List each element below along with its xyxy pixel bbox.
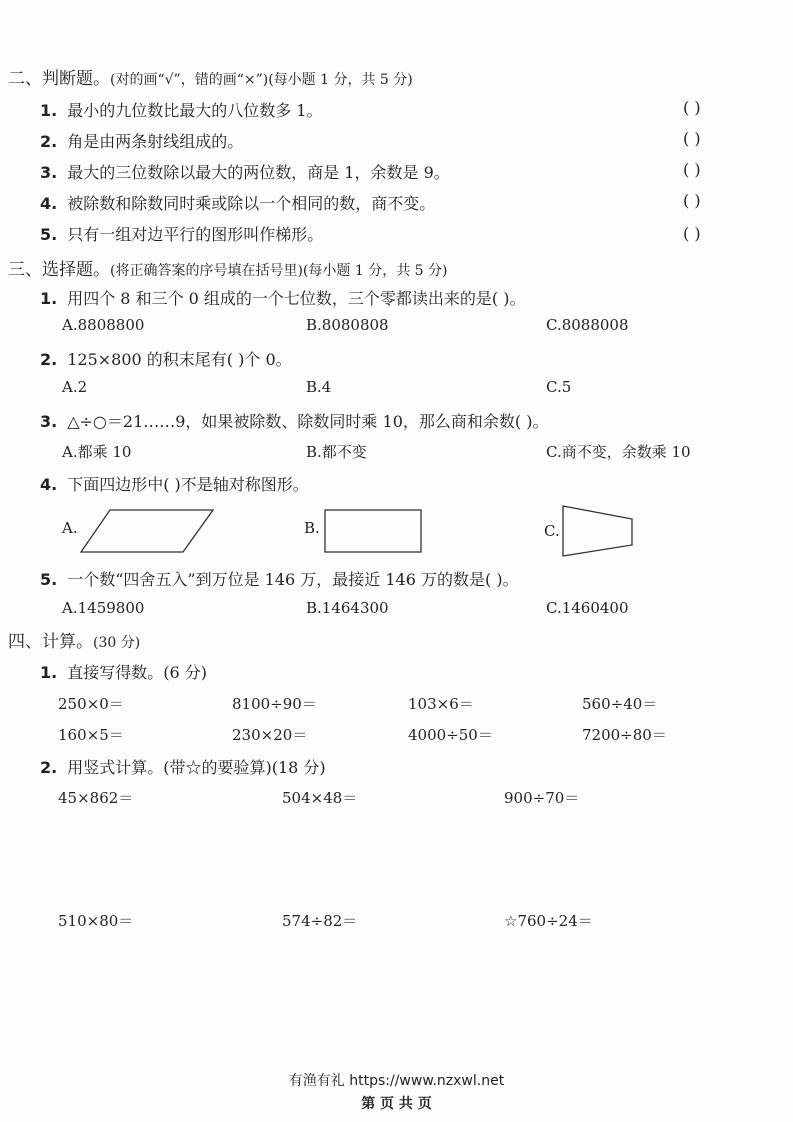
- item-text: 最小的九位数比最大的八位数多 1。: [67, 101, 323, 120]
- item-number: 4.: [40, 475, 58, 494]
- oral-calc-item: 8100÷90＝: [232, 695, 317, 713]
- watermark-text: 有渔有礼 https://www.nzxwl.net: [288, 1073, 505, 1089]
- item-text: 角是由两条射线组成的。: [67, 132, 244, 151]
- vertical-calc-item: ☆760÷24＝: [504, 912, 593, 930]
- rectangle-shape: [324, 509, 422, 553]
- item-text: 直接写得数。(6 分): [67, 663, 207, 682]
- option-c[interactable]: C.8088008: [546, 316, 629, 334]
- answer-blank-4[interactable]: ( ): [683, 191, 701, 210]
- section4-header: [8, 627, 140, 652]
- calc-part-2-title: [40, 755, 326, 778]
- item-number: 1.: [40, 663, 58, 682]
- choice-item-4: [40, 472, 309, 495]
- option-a[interactable]: A.都乘 10: [62, 443, 132, 461]
- choice-item-3: [40, 409, 548, 432]
- oral-calc-item: 230×20＝: [232, 726, 308, 744]
- item-number: 3.: [40, 163, 58, 182]
- item-number: 4.: [40, 194, 58, 213]
- oral-calc-item: 560÷40＝: [582, 695, 658, 713]
- answer-blank-3[interactable]: ( ): [683, 160, 701, 179]
- trapezoid-shape: [562, 505, 634, 557]
- vertical-calc-item: 510×80＝: [58, 912, 134, 930]
- calc-part-1-title: [40, 660, 207, 683]
- option-b[interactable]: B.都不变: [306, 443, 367, 461]
- choice-item-2: [40, 347, 292, 370]
- item-number: 2.: [40, 350, 58, 369]
- section2-header: [8, 64, 413, 89]
- item-number: 5.: [40, 570, 58, 589]
- item-number: 2.: [40, 758, 58, 777]
- answer-blank-1[interactable]: ( ): [683, 98, 701, 117]
- item-number: 5.: [40, 225, 58, 244]
- oral-calc-item: 4000÷50＝: [408, 726, 493, 744]
- item-number: 3.: [40, 412, 58, 431]
- judge-item-5: [40, 222, 323, 245]
- item-text: 一个数“四舍五入”到万位是 146 万，最接近 146 万的数是( )。: [67, 570, 519, 589]
- option-a[interactable]: A.1459800: [62, 599, 145, 617]
- item-text: △÷○＝21……9，如果被除数、除数同时乘 10，那么商和余数( )。: [67, 412, 549, 431]
- oral-calc-item: 103×6＝: [408, 695, 474, 713]
- option-b[interactable]: B.8080808: [306, 316, 389, 334]
- oral-calc-item: 160×5＝: [58, 726, 124, 744]
- option-b[interactable]: B.4: [306, 378, 332, 396]
- choice-item-5: [40, 567, 519, 590]
- answer-blank-5[interactable]: ( ): [683, 224, 701, 243]
- option-a[interactable]: A.8808800: [62, 316, 145, 334]
- option-c[interactable]: C.1460400: [546, 599, 629, 617]
- vertical-calc-item: 574÷82＝: [282, 912, 358, 930]
- oral-calc-item: 7200÷80＝: [582, 726, 667, 744]
- section2-heading: 二、判断题。: [8, 69, 110, 89]
- page-number: 第 页 共 页: [361, 1096, 432, 1112]
- section3-note: (将正确答案的序号填在括号里)(每小题 1 分，共 5 分): [110, 263, 448, 279]
- choice-item-1: [40, 286, 526, 309]
- vertical-calc-item: 45×862＝: [58, 789, 134, 807]
- section2-note: (对的画“√”，错的画“×”)(每小题 1 分，共 5 分): [110, 72, 413, 88]
- item-text: 最大的三位数除以最大的两位数，商是 1，余数是 9。: [67, 163, 450, 182]
- section4-note: (30 分): [93, 635, 141, 651]
- judge-item-4: [40, 191, 435, 214]
- option-b[interactable]: B.1464300: [306, 599, 389, 617]
- section3-heading: 三、选择题。: [8, 260, 110, 280]
- option-a[interactable]: A.: [62, 519, 78, 537]
- item-text: 下面四边形中( )不是轴对称图形。: [67, 475, 309, 494]
- item-number: 2.: [40, 132, 58, 151]
- vertical-calc-item: 900÷70＝: [504, 789, 580, 807]
- section3-header: [8, 255, 447, 280]
- item-text: 用竖式计算。(带☆的要验算)(18 分): [67, 758, 326, 777]
- parallelogram-shape: [80, 509, 214, 553]
- item-text: 125×800 的积末尾有( )个 0。: [67, 350, 292, 369]
- item-text: 用四个 8 和三个 0 组成的一个七位数，三个零都读出来的是( )。: [67, 289, 526, 308]
- option-c[interactable]: C.5: [546, 378, 572, 396]
- option-b[interactable]: B.: [304, 519, 320, 537]
- section4-heading: 四、计算。: [8, 632, 93, 652]
- item-number: 1.: [40, 289, 58, 308]
- item-text: 只有一组对边平行的图形叫作梯形。: [67, 225, 324, 244]
- option-c[interactable]: C.商不变，余数乘 10: [546, 443, 691, 461]
- option-a[interactable]: A.2: [62, 378, 88, 396]
- option-c[interactable]: C.: [544, 522, 560, 540]
- judge-item-1: [40, 98, 323, 121]
- answer-blank-2[interactable]: ( ): [683, 129, 701, 148]
- oral-calc-item: 250×0＝: [58, 695, 124, 713]
- judge-item-2: [40, 129, 243, 152]
- judge-item-3: [40, 160, 450, 183]
- item-text: 被除数和除数同时乘或除以一个相同的数，商不变。: [67, 194, 436, 213]
- item-number: 1.: [40, 101, 58, 120]
- vertical-calc-item: 504×48＝: [282, 789, 358, 807]
